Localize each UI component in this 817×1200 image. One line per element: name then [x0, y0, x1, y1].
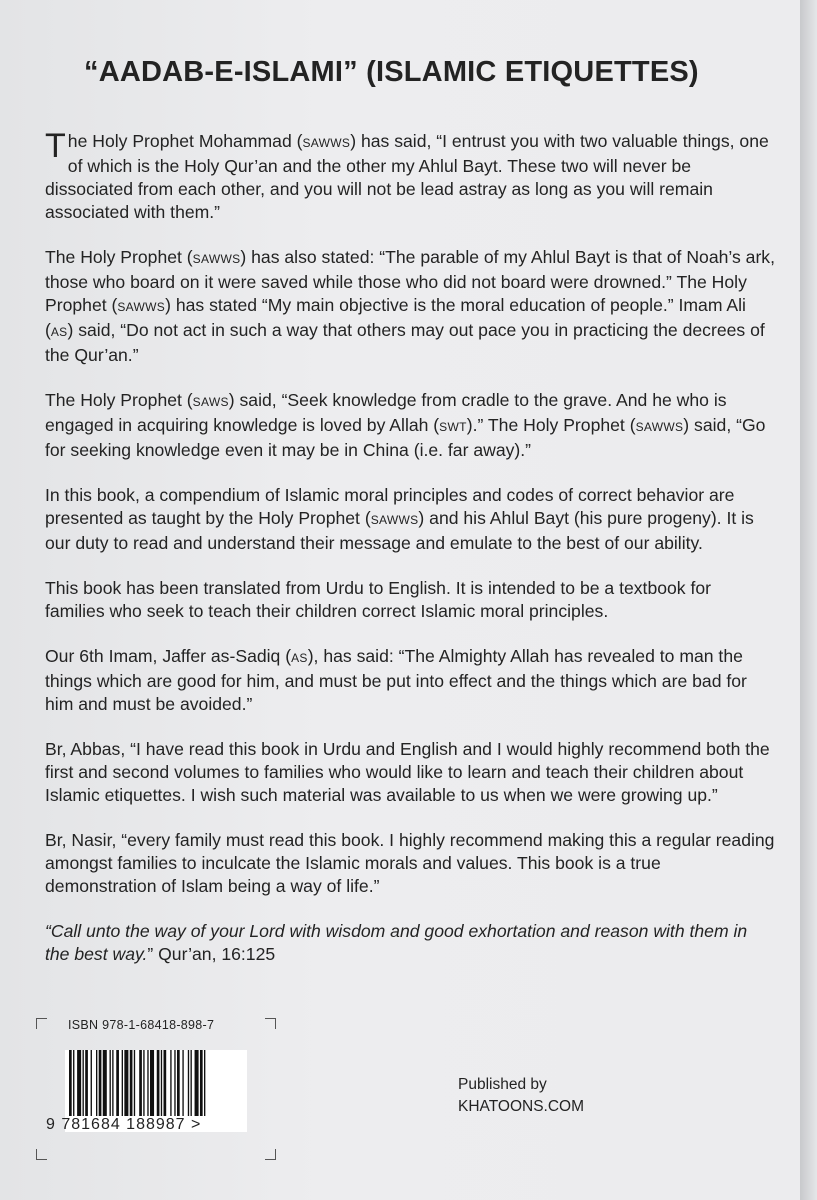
- crop-mark: [36, 1018, 47, 1029]
- barcode-bar: [164, 1050, 167, 1116]
- quran-quote: “Call unto the way of your Lord with wisdom and good exhortation and reason with them in the best way.” Qur’an, 16:125: [45, 921, 748, 964]
- paragraph-8: Br, Nasir, “every family must read this book. I highly recommend making this a regular reading amongst families to inculcate the Islamic morals and values. This book is a true demonstration of Islam being a way of life.”: [45, 830, 775, 896]
- paragraph-4: In this book, a compendium of Islamic moral principles and codes of correct behavior are presented as taught by the Holy Prophet (SAWWS) and his Ahlul Bayt (his pure progeny). It is our duty to read and understand their message and emulate to the best of our ability.: [45, 485, 754, 553]
- publisher-name: KHATOONS.COM: [458, 1098, 585, 1115]
- barcode-bar: [116, 1050, 119, 1116]
- barcode-bar: [200, 1050, 203, 1116]
- barcode-bar: [150, 1050, 154, 1116]
- barcode-bar: [174, 1050, 175, 1116]
- barcode-bar: [112, 1050, 113, 1116]
- crop-mark: [36, 1149, 47, 1160]
- body-text: [45, 127, 775, 988]
- barcode-bar: [177, 1050, 180, 1116]
- barcode-bar: [124, 1050, 128, 1116]
- barcode-bar: [147, 1050, 148, 1116]
- barcode-bar: [122, 1050, 123, 1116]
- barcode-bar: [157, 1050, 160, 1116]
- isbn-label: ISBN 978-1-68418-898-7: [68, 1018, 215, 1032]
- barcode-bar: [170, 1050, 171, 1116]
- barcode-bar: [204, 1050, 205, 1116]
- paragraph-3: The Holy Prophet (SAWS) said, “Seek knowledge from cradle to the grave. And he who is engaged in acquiring knowledge is loved by Allah (SWT).” The Holy Prophet (SAWWS) said, “Go for seeking knowledge even it may be in China (i.e. far away).”: [45, 390, 766, 460]
- barcode-bar: [134, 1050, 135, 1116]
- paragraph-2: The Holy Prophet (SAWWS) has also stated: “The parable of my Ahlul Bayt is that of Noah’s ark, those who board on it were saved while those who did not board were drowned.” The Holy Prophet (SAWWS) has stated “My main objective is the moral education of people.” Imam Ali (AS) said, “Do not act in such a way that others may out pace you in practicing the decrees of the Qur’an.”: [45, 247, 775, 365]
- paragraph-6: Our 6th Imam, Jaffer as-Sadiq (AS), has said: “The Almighty Allah has revealed to man the things which are good for him, and must be put into effect and the things which are bad for him and must be avoided.”: [45, 646, 747, 714]
- barcode-bar: [73, 1050, 74, 1116]
- barcode-bar: [143, 1050, 144, 1116]
- barcode-bar: [103, 1050, 107, 1116]
- barcode-bar: [139, 1050, 142, 1116]
- barcode-bar: [191, 1050, 192, 1116]
- crop-mark: [265, 1149, 276, 1160]
- barcode-bar: [110, 1050, 111, 1116]
- barcode-bar: [69, 1050, 72, 1116]
- barcode-bar: [77, 1050, 81, 1116]
- barcode-bar: [182, 1050, 183, 1116]
- barcode-bar: [91, 1050, 92, 1116]
- page-title: “AADAB-E-ISLAMI” (ISLAMIC ETIQUETTES): [84, 56, 699, 88]
- barcode-bar: [85, 1050, 88, 1116]
- barcode-bar: [96, 1050, 97, 1116]
- published-by-label: Published by: [458, 1076, 547, 1093]
- spine-edge: [800, 0, 817, 1200]
- barcode-digits: 9 781684 188987 >: [46, 1116, 202, 1133]
- barcode-bar: [195, 1050, 199, 1116]
- crop-mark: [265, 1018, 276, 1029]
- barcode-bar: [188, 1050, 189, 1116]
- barcode-bar: [130, 1050, 133, 1116]
- barcode-bars: [65, 1050, 247, 1116]
- publisher-block: [458, 1074, 584, 1118]
- paragraph-5: This book has been translated from Urdu to English. It is intended to be a textbook for families who seek to teach their children correct Islamic moral principles.: [45, 578, 712, 621]
- barcode-bar: [161, 1050, 162, 1116]
- barcode-bar: [83, 1050, 84, 1116]
- isbn-barcode-block: [36, 1018, 276, 1160]
- paragraph-1: The Holy Prophet Mohammad (SAWWS) has said, “I entrust you with two valuable things, one of which is the Holy Qur’an and the other my Ahlul Bayt. These two will never be dissociated from each other, and you will not be lead astray as long as you will remain associated with them.”: [45, 127, 769, 222]
- paragraph-7: Br, Abbas, “I have read this book in Urdu and English and I would highly recommend both the first and second volumes to families who would like to learn and teach their children about Islamic etiquettes. I wish such material was available to us when we were growing up.”: [45, 739, 770, 805]
- barcode-bar: [99, 1050, 102, 1116]
